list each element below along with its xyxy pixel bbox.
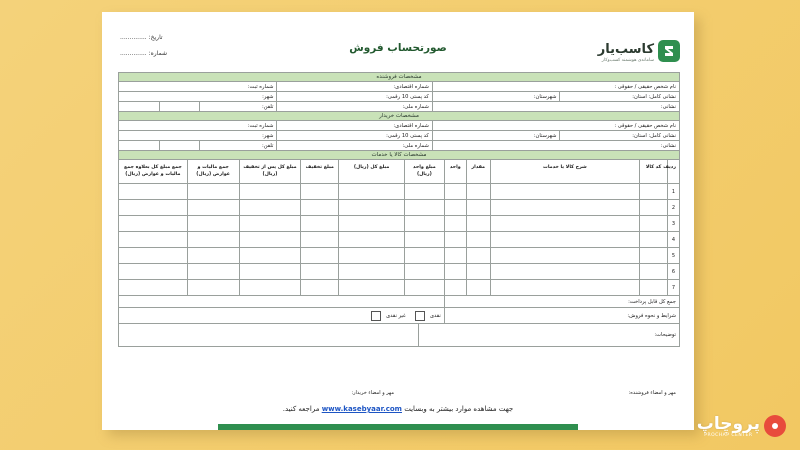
footer-strip — [218, 424, 578, 430]
invoice-table — [118, 72, 680, 347]
table-row: 2 — [119, 200, 679, 216]
col-unit-price: مبلغ واحد (ریال) — [404, 160, 444, 183]
seller-economic-label: شماره اقتصادی: — [276, 82, 431, 91]
buyer-economic-label: شماره اقتصادی: — [276, 121, 431, 130]
buyer-addr2-label: نشانی: — [432, 141, 679, 150]
buyer-section-header: مشخصات خریدار — [119, 112, 679, 121]
buyer-address-label: نشانی کامل: استان: — [559, 131, 679, 140]
table-row: 6 — [119, 264, 679, 280]
col-total: مبلغ کل (ریال) — [338, 160, 404, 183]
seller-city-label: شهرستان: — [432, 92, 560, 101]
logo-tagline: سامانه‌ی هوشمند کسب‌وکار — [601, 58, 654, 63]
buyer-national-label: شماره ملی: — [276, 141, 431, 150]
date-field: تاریخ: .............. — [120, 34, 163, 41]
website-link[interactable]: www.kasebyaar.com — [321, 405, 402, 413]
total-label: جمع کل قابل پرداخت: — [444, 296, 679, 307]
watermark-logo — [697, 414, 786, 438]
seller-row-1 — [119, 82, 679, 92]
footer-note: جهت مشاهده موارد بیشتر به وبسایت www.kasebyaar.com مراجعه کنید. — [282, 405, 514, 413]
noncash-checkbox[interactable] — [371, 311, 381, 321]
seller-national-label: شماره ملی: — [276, 102, 431, 111]
terms-row — [119, 308, 679, 324]
invoice-sheet — [102, 12, 694, 430]
terms-label: شرایط و نحوه فروش: — [444, 308, 679, 323]
col-grand-total: جمع مبلغ کل بعلاوه جمع مالیات و عوارض (ریال) — [124, 165, 182, 177]
logo-name: کاسب‌یار — [597, 42, 654, 57]
brand-icon — [764, 415, 786, 437]
col-discount: مبلغ تخفیف — [300, 160, 338, 183]
table-row: 5 — [119, 248, 679, 264]
buyer-row-3 — [119, 141, 679, 151]
buyer-town-label: شهر: — [262, 133, 274, 139]
buyer-reg-label: شماره ثبت: — [247, 123, 274, 129]
buyer-signature: مهر و امضاء خریدار: — [351, 390, 394, 396]
brand-sub: PROCHAP CENTER — [704, 433, 753, 438]
invoice-title: صورتحساب فروش — [349, 42, 447, 54]
col-tax: جمع مالیات و عوارض (ریال) — [187, 160, 239, 183]
items-body — [119, 184, 679, 296]
notes-label: توضیحات: — [418, 324, 679, 346]
table-row: 7 — [119, 280, 679, 296]
items-header-row — [119, 160, 679, 184]
buyer-name-label: نام شخص حقیقی / حقوقی : — [432, 121, 679, 130]
col-index: ردیف — [667, 160, 679, 183]
seller-phone-label: تلفن: — [199, 102, 277, 111]
buyer-row-2 — [119, 131, 679, 141]
table-row: 4 — [119, 232, 679, 248]
number-field: شماره: .............. — [120, 50, 167, 57]
seller-row-2 — [119, 92, 679, 102]
seller-reg-label: شماره ثبت: — [247, 84, 274, 90]
seller-town-label: شهر: — [262, 94, 274, 100]
cash-checkbox[interactable] — [415, 311, 425, 321]
table-row: 1 — [119, 184, 679, 200]
brand-name: پروچاپ — [696, 414, 760, 434]
buyer-postal-label: کد پستی 10 رقمی: — [276, 131, 431, 140]
seller-postal-label: کد پستی 10 رقمی: — [276, 92, 431, 101]
buyer-row-1 — [119, 121, 679, 131]
total-row — [119, 296, 679, 308]
seller-address-label: نشانی کامل: استان: — [559, 92, 679, 101]
col-unit: واحد — [444, 160, 466, 183]
col-after-discount: مبلغ کل پس از تخفیف (ریال) — [239, 160, 301, 183]
table-row: 3 — [119, 216, 679, 232]
noncash-label: غیر نقدی — [386, 313, 406, 319]
seller-signature: مهر و امضاء فروشنده: — [628, 390, 676, 396]
buyer-phone-label: تلفن: — [199, 141, 277, 150]
notes-row — [119, 324, 679, 346]
col-quantity: مقدار — [466, 160, 490, 183]
col-code: کد کالا — [639, 160, 667, 183]
seller-section-header: مشخصات فروشنده — [119, 73, 679, 82]
buyer-city-label: شهرستان: — [432, 131, 560, 140]
seller-row-3 — [119, 102, 679, 112]
seller-addr2-label: نشانی: — [432, 102, 679, 111]
payment-options — [119, 308, 444, 323]
seller-name-label: نام شخص حقیقی / حقوقی : — [432, 82, 679, 91]
cash-label: نقدی — [429, 313, 441, 319]
items-section-header: مشخصات کالا یا خدمات — [119, 151, 679, 160]
col-description: شرح کالا یا خدمات — [490, 160, 639, 183]
